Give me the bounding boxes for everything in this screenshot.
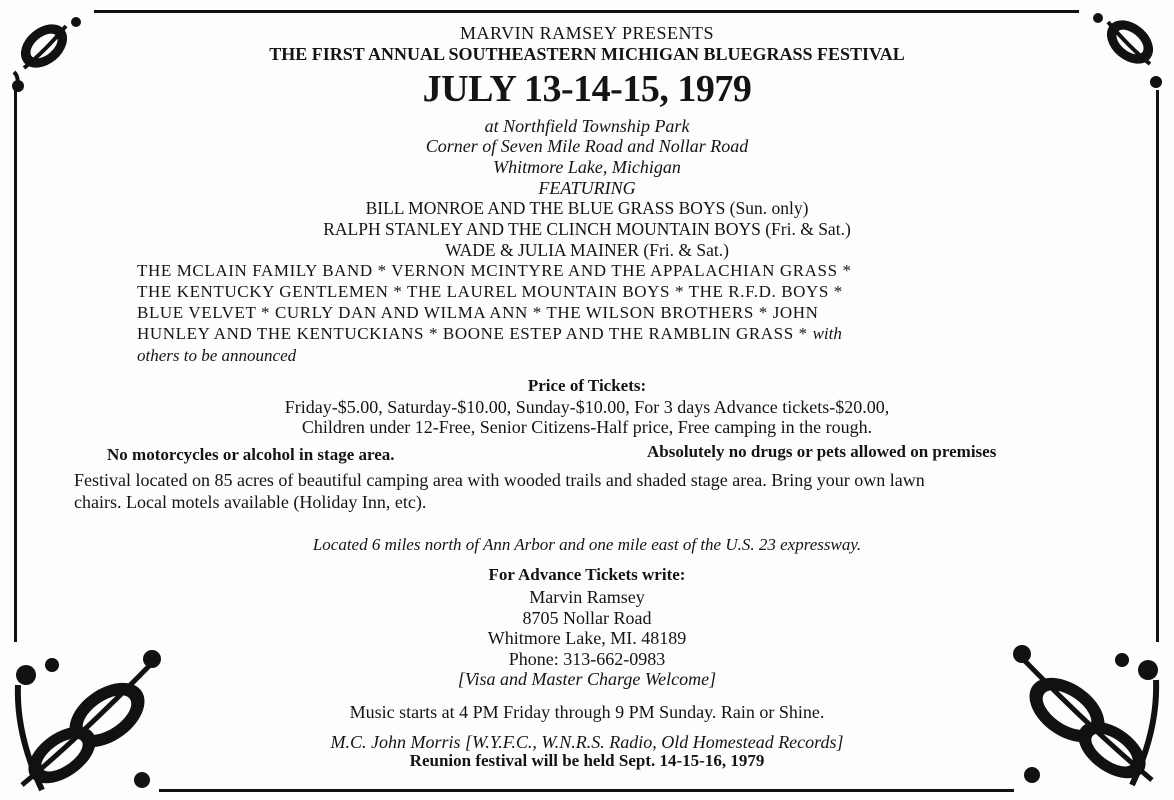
headliner-2: RALPH STANLEY AND THE CLINCH MOUNTAIN BOYS (Fri. & Sat.) bbox=[323, 219, 851, 239]
headliner-3: WADE & JULIA MAINER (Fri. & Sat.) bbox=[445, 240, 729, 260]
featuring-label: FEATURING bbox=[538, 178, 636, 198]
venue-park: at Northfield Township Park bbox=[484, 116, 690, 136]
mc-credit: M.C. John Morris [W.Y.F.C., W.N.R.S. Radio, Old Homestead Records] bbox=[330, 732, 844, 752]
tickets-heading: Price of Tickets: bbox=[527, 376, 647, 395]
rule-no-motorcycles: No motorcycles or alcohol in stage area. bbox=[107, 445, 395, 464]
presenter-line: MARVIN RAMSEY PRESENTS bbox=[460, 23, 714, 43]
advance-phone: Phone: 313-662-0983 bbox=[508, 649, 666, 669]
reunion-note: Reunion festival will be held Sept. 14-15-16, 1979 bbox=[409, 751, 765, 770]
festival-dates: JULY 13-14-15, 1979 bbox=[422, 68, 752, 110]
festival-title: THE FIRST ANNUAL SOUTHEASTERN MICHIGAN BLUEGRASS FESTIVAL bbox=[269, 44, 905, 64]
lineup-line-4-text: HUNLEY AND THE KENTUCKIANS * BOONE ESTEP AND THE RAMBLIN GRASS * bbox=[137, 324, 808, 343]
lineup-line-2: THE KENTUCKY GENTLEMEN * THE LAUREL MOUNTAIN BOYS * THE R.F.D. BOYS * bbox=[137, 282, 843, 301]
tickets-discounts: Children under 12-Free, Senior Citizens-Half price, Free camping in the rough. bbox=[301, 417, 873, 437]
music-times: Music starts at 4 PM Friday through 9 PM Sunday. Rain or Shine. bbox=[349, 702, 825, 722]
location-note: Located 6 miles north of Ann Arbor and one mile east of the U.S. 23 expressway. bbox=[312, 535, 862, 554]
lineup-with: with bbox=[812, 324, 842, 343]
headliner-1: BILL MONROE AND THE BLUE GRASS BOYS (Sun. only) bbox=[365, 198, 809, 218]
advance-city: Whitmore Lake, MI. 48189 bbox=[487, 628, 687, 648]
lineup-line-5: others to be announced bbox=[137, 346, 297, 365]
tickets-prices: Friday-$5.00, Saturday-$10.00, Sunday-$10.00, For 3 days Advance tickets-$20.00, bbox=[284, 397, 890, 417]
lineup-line-3: BLUE VELVET * CURLY DAN AND WILMA ANN * THE WILSON BROTHERS * JOHN bbox=[137, 303, 819, 322]
advance-street: 8705 Nollar Road bbox=[522, 608, 652, 628]
border-bottom bbox=[159, 789, 1014, 792]
lineup-line-1: THE MCLAIN FAMILY BAND * VERNON MCINTYRE AND THE APPALACHIAN GRASS * bbox=[137, 261, 852, 280]
venue-city: Whitmore Lake, Michigan bbox=[493, 157, 681, 177]
advance-name: Marvin Ramsey bbox=[529, 587, 645, 607]
border-top bbox=[94, 10, 1079, 13]
description-line-2: chairs. Local motels available (Holiday Inn, etc). bbox=[74, 492, 427, 512]
lineup-line-4 bbox=[137, 325, 842, 342]
rule-no-drugs: Absolutely no drugs or pets allowed on premises bbox=[647, 442, 997, 461]
advance-heading: For Advance Tickets write: bbox=[488, 565, 686, 584]
description-line-1: Festival located on 85 acres of beautiful camping area with wooded trails and shaded stage area. Bring your own lawn bbox=[74, 470, 925, 490]
venue-corner: Corner of Seven Mile Road and Nollar Road bbox=[425, 136, 749, 156]
advance-cards: [Visa and Master Charge Welcome] bbox=[457, 669, 717, 689]
